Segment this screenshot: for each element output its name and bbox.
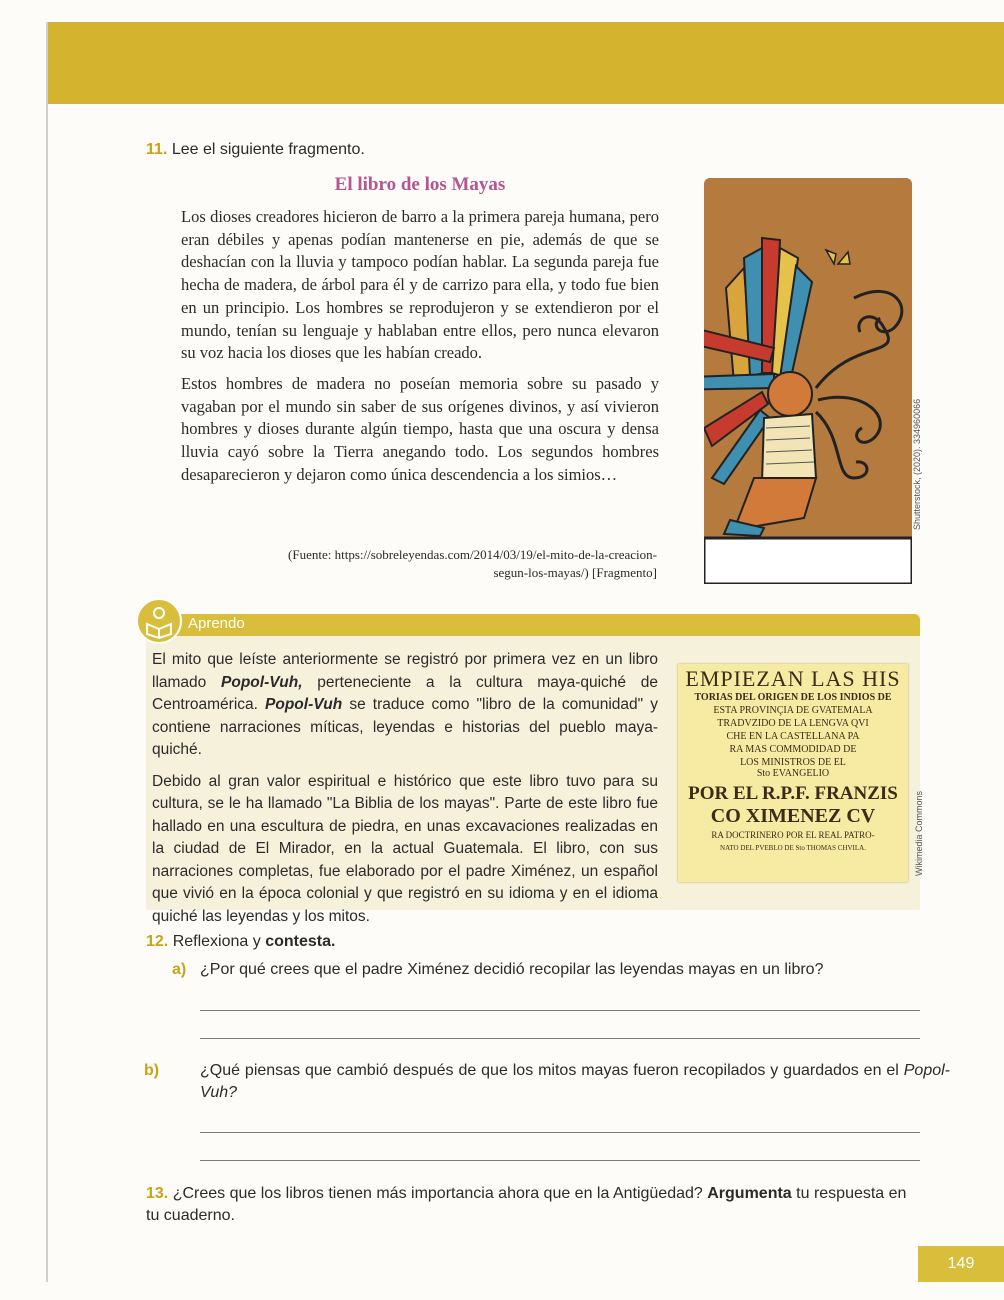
item-letter: a) <box>172 961 187 978</box>
question-12a <box>172 959 922 981</box>
story-paragraph-1: Los dioses creadores hicieron de barro a la primera pareja humana, pero eran débiles y apenas podían mantenerse en pie, además de que se deshacían con la lluvia y tampoco podían hablar. La segunda pareja fue hecha de madera, de árbol para él y de carrizo para ella, y todo fue bien en un principio. Los hombres se reprodujeron y se extendieron por el mundo, tenían su lenguaje y hablaban entre ellos, pero nunca elevaron su voz hacia los dioses que les habían creado. <box>181 207 659 363</box>
aprendo-paragraph-2: Debido al gran valor espiritual e histórico que este libro tuvo para su cultura, se le ha llamado "La Biblia de los mayas". Parte de este libro fue hallado en una escultura de piedra, en unas excavaciones realizadas en la ciudad de El Mirador, en la actual Guatemala. El libro, con sus narraciones completas, fue elaborado por el padre Ximénez, un español que vivió en la época colonial y que registró en su idioma y en el idioma quiché las leyendas y los mitos. <box>152 772 658 925</box>
story-text <box>181 206 659 494</box>
book-title: Popol-Vuh? <box>200 1062 950 1101</box>
aprendo-text <box>152 649 658 937</box>
question-verb-bold: contesta. <box>265 933 336 950</box>
source-line-2: segun-los-mayas/) [Fragmento] <box>493 565 657 580</box>
text-run: se traduce como "libro de la comunidad" y contiene narraciones míticas, leyendas e historias del pueblo maya-quiché. <box>152 696 658 758</box>
question-verb: Lee <box>171 141 199 158</box>
codex-line: CO XIMENEZ CV <box>710 805 876 827</box>
book-title: Popol-Vuh <box>265 696 343 713</box>
question-text: ¿Crees que los libros tienen más importancia ahora que en la Antigüedad? <box>168 1185 708 1202</box>
codex-line: Sto EVANGELIO <box>756 768 830 779</box>
codex-line: RA MAS COMMODIDAD DE <box>729 744 857 755</box>
item-text: ¿Por qué crees que el padre Ximénez decidió recopilar las leyendas mayas en un libro? <box>200 961 824 978</box>
item-letter: b) <box>144 1062 160 1079</box>
page-number: 149 <box>918 1246 1004 1282</box>
codex-page-image <box>678 664 908 882</box>
text-run: El mito que leíste anteriormente se registró por primera vez en un libro llamado <box>152 651 658 691</box>
codex-line: NATO DEL PVEBLO DE Sto THOMAS CHVILA. <box>720 844 866 852</box>
aprendo-paragraph-1 <box>152 649 658 762</box>
codex-line: TORIAS DEL ORIGEN DE LOS INDIOS DE <box>694 692 892 703</box>
aprendo-label: Aprendo <box>188 615 245 632</box>
question-12b <box>144 1060 950 1104</box>
answer-line[interactable] <box>200 1160 920 1161</box>
codex-line: POR EL R.P.F. FRANZIS <box>688 783 898 804</box>
question-number: 13. <box>146 1185 169 1202</box>
item-text: ¿Qué piensas que cambió después de que los mitos mayas fueron recopilados y guardados en el <box>200 1062 904 1079</box>
codex-line: RA DOCTRINERO POR EL REAL PATRO- <box>711 830 875 840</box>
question-number: 11. <box>146 141 168 158</box>
codex-line: LOS MINISTROS DE EL <box>740 757 846 768</box>
illustration-credit: Shutterstock, (2020). 334960066 <box>912 398 922 530</box>
question-12 <box>146 933 335 951</box>
book-title: Popol-Vuh, <box>221 673 303 691</box>
answer-line[interactable] <box>200 1038 920 1039</box>
aprendo-header-bar <box>146 614 920 636</box>
story-source <box>181 546 657 582</box>
answer-line[interactable] <box>200 1010 920 1011</box>
question-verb: Reflexiona <box>172 933 249 950</box>
story-title: El libro de los Mayas <box>334 174 506 195</box>
codex-line: EMPIEZAN LAS HIS <box>685 666 901 691</box>
question-verb-bold: Argumenta <box>707 1185 792 1202</box>
question-number: 12. <box>146 933 169 950</box>
answer-line[interactable] <box>200 1132 920 1133</box>
text-run: perteneciente a la cultura maya-quiché de Centroamérica. <box>152 673 658 713</box>
reading-person-icon <box>136 598 182 644</box>
question-text: y <box>248 933 266 950</box>
question-13 <box>146 1183 922 1227</box>
question-11 <box>146 141 365 159</box>
source-line-1: (Fuente: https://sobreleyendas.com/2014/03/19/el-mito-de-la-creacion- <box>288 547 657 562</box>
header-band <box>48 22 1004 104</box>
codex-line: ESTA PROVINÇIA DE GVATEMALA <box>713 705 873 716</box>
mayan-figure-illustration <box>704 178 912 584</box>
story-paragraph-2: Estos hombres de madera no poseían memoria sobre su pasado y vagaban por el mundo sin saber de sus orígenes divinos, y así vivieron hombres y dioses durante algún tiempo, hasta que una oscura y densa lluvia cayó sobre la Tierra anegando todo. Los segundos hombres desaparecieron y dejaron como única descendencia a los simios… <box>181 373 659 484</box>
codex-line: TRADVZIDO DE LA LENGVA QVI <box>717 718 869 729</box>
codex-credit: Wikimedia Commons <box>914 790 924 876</box>
codex-line: CHE EN LA CASTELLANA PA <box>726 731 860 742</box>
binding-line <box>46 22 48 1282</box>
question-text: el siguiente fragmento. <box>198 141 365 158</box>
question-text: tu respuesta en tu cuaderno. <box>146 1185 907 1224</box>
